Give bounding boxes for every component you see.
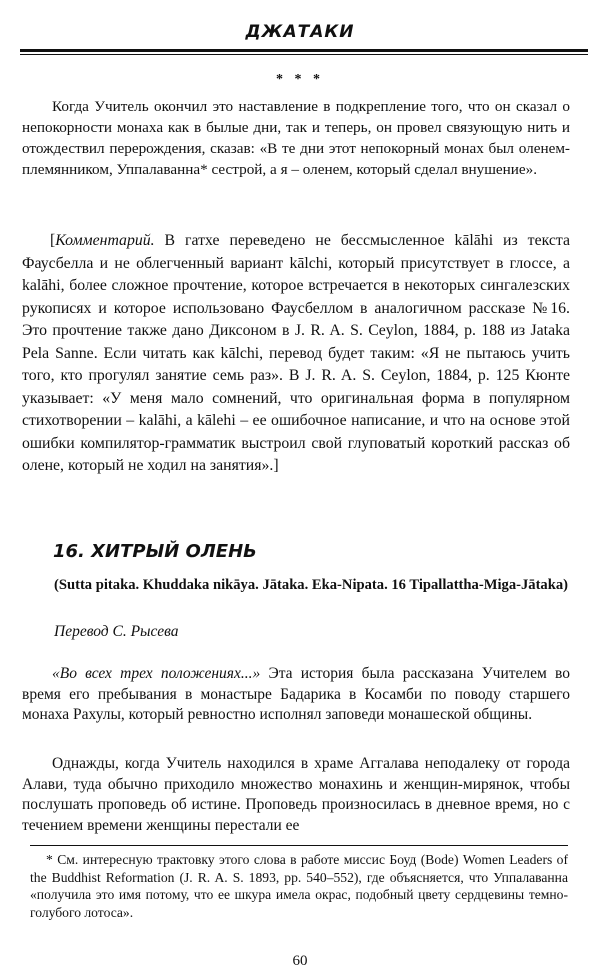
opening-quote: «Во всех трех положениях...»: [52, 665, 261, 682]
commentary-paragraph: [22, 230, 570, 478]
closing-paragraph: Когда Учитель окончил это наставление в подкрепление того, что он сказал о непокорности монаха как в былые дни, так и теперь, он провел связующую нить и отождествил перерождения, сказав: «В те дни этот непокорный монах был оленем-племянником, Уппалаванна* сестрой, а я – оленем, который сделал внушение».: [22, 98, 570, 178]
footnote: * См. интересную трактовку этого слова в работе миссис Боуд (Bode) Women Leaders of the Buddhist Reformation (J. R. A. S. 1893, pp. 540–552), где объясняется, что Уппалаванна «получила это имя потому, что ее шкура имела окрас, подобный цвету сердцевины темно-голубого лотоса».: [30, 852, 568, 920]
story-intro-paragraph: [22, 664, 570, 726]
header-rule-thin: [20, 54, 588, 55]
header-rule-thick: [20, 49, 588, 52]
section-separator: * * *: [276, 72, 324, 87]
footnote-rule: [30, 845, 568, 846]
intro-text: Эта история была рассказана Учителем во время его пребывания в монастыре Бадарика в Косамби по поводу старшего монаха Рахулы, который ревностно исполнял заповеди монашеской общины.: [22, 665, 570, 723]
story-source: (Sutta pitaka. Khuddaka nikāya. Jātaka. Eka-Nipata. 16 Tipallattha-Miga-Jātaka): [54, 577, 568, 593]
story-title: 16. ХИТРЫЙ ОЛЕНЬ: [53, 541, 257, 562]
commentary-label: Комментарий.: [55, 232, 155, 249]
running-header: ДЖАТАКИ: [245, 22, 355, 42]
story-paragraph: Однажды, когда Учитель находился в храме Аггалава неподалеку от города Алави, туда обычно приходило множество монахинь и женщин-мирянок, чтобы послушать проповедь об истине. Проповедь произносилась в дневное время, но с течением времени женщины перестали ее: [22, 755, 570, 834]
commentary-text: В гатхе переведено не бессмысленное kālāhi из текста Фаусбелла и не облегченный вариант kālchi, который присутствует в глоссе, а kalāhi, более сложное прочтение, которое встречается в некоторых сингалезских рукописях и которое использовано Фаусбеллом в аналогичном рассказе №16. Это прочтение также дано Диксоном в J. R. A. S. Ceylon, 1884, p. 188 из Jataka Pela Sanne. Если читать как kālchi, перевод будет таким: «Я не пытаюсь учить того, кто прогулял занятие семь раз». В J. R. A. S. Ceylon, 1884, p. 125 Кюнте указывает: «У меня мало сомнений, что оригинальная форма в популярном стихотворении – kalāhi, a kālehi – ее ошибочное написание, и что на основе этой ошибки компилятор-грамматик выстроил свой глуповатый короткий рассказ об олене, который не ходил на занятия».]: [22, 232, 570, 474]
commentary-open-bracket: [: [50, 232, 56, 249]
page-number: 60: [292, 953, 308, 969]
translator-credit: Перевод С. Рысева: [54, 623, 179, 640]
